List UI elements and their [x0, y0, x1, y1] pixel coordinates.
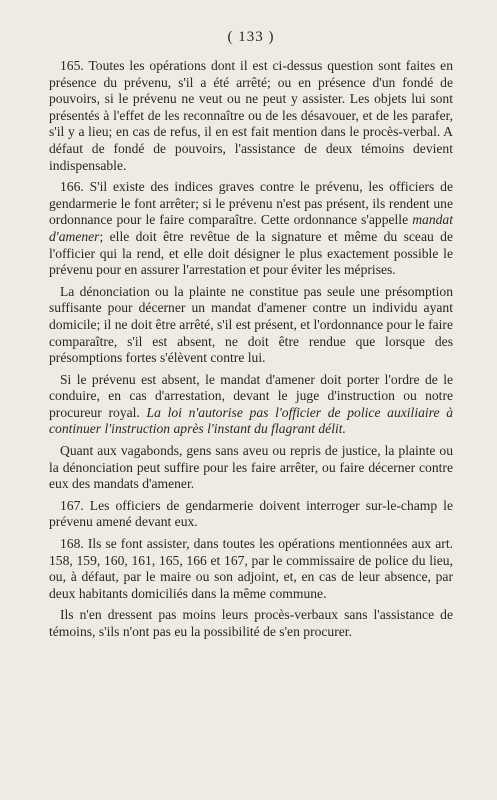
text-segment: 165. Toutes les opérations dont il est ci-dessus question sont faites en présence du prévenu, s'il a été arrêté; ou en présence d'un fondé de pouvoirs, si le prévenu ne veut ou ne peut y assister. Les objets lui sont présentés à l'effet de les reconnaître ou de les désavouer, et de les parafer, s'il y a lieu; en cas de refus, il en est fait mention dans le procès-verbal. A défaut de fondé de pouvoirs, l'assistance de deux témoins devient indispensable.: [49, 58, 453, 173]
text-segment: La dénonciation ou la plainte ne constitue pas seule une présomption suffisante pour décerner un mandat d'amener contre un individu ayant domicile; il ne doit être arrêté, s'il est présent, et l'ordonnance pour le faire comparaître, s'il est absent, ne doit être rendue que lorsque des présomptions fortes s'élèvent contre lui.: [49, 283, 453, 366]
text-segment: ; elle doit être revêtue de la signature et même du sceau de l'officier qui la rend, et elle doit désigner le plus exactement possible le prévenu pour en assurer l'arrestation et pour éviter les méprises.: [49, 228, 453, 278]
paragraph: [49, 58, 453, 174]
text-segment: 168. Ils se font assister, dans toutes les opérations mentionnées aux art. 158, 159, 160, 161, 165, 166 et 167, par le commissaire de police du lieu, ou, à défaut, par le maire ou son adjoint, et, en cas de leur absence, par deux habitants domiciliés dans la même commune.: [49, 536, 453, 601]
text-segment: Ils n'en dressent pas moins leurs procès-verbaux sans l'assistance de témoins, s'ils n'ont pas eu la possibilité de s'en procurer.: [49, 607, 453, 639]
text-segment: Si le prévenu est absent, le mandat d'amener doit porter l'ordre de le conduire, en cas d'arrestation, devant le juge d'instruction ou notre procureur royal.: [49, 371, 453, 420]
text-segment: Quant aux vagabonds, gens sans aveu ou repris de justice, la plainte ou la dénonciation peut suffire pour les faire arrêter, ou faire décerner contre eux des mandats d'amener.: [49, 443, 453, 492]
paragraph: [49, 443, 453, 493]
italic-text: La loi n'autorise pas l'officier de police auxiliaire à continuer l'instruction après l'instant du flagrant délit.: [49, 404, 453, 437]
paragraph: [49, 498, 453, 531]
paragraph: [49, 536, 453, 602]
text-segment: 166. S'il existe des indices graves contre le prévenu, les officiers de gendarmerie le font arrêter; si le prévenu n'est pas présent, ils rendent une ordonnance pour le faire comparaître. Cette ordonnance s'appelle: [49, 179, 453, 228]
paragraph: [49, 372, 453, 438]
paragraph: [49, 607, 453, 640]
paragraph: [49, 284, 453, 367]
text-segment: 167. Les officiers de gendarmerie doivent interroger sur-le-champ le prévenu amené devant eux.: [49, 497, 453, 530]
paragraph: [49, 179, 453, 279]
body-text: [49, 58, 453, 641]
italic-text: mandat d'amener: [49, 212, 453, 244]
page-number: ( 133 ): [227, 29, 275, 45]
